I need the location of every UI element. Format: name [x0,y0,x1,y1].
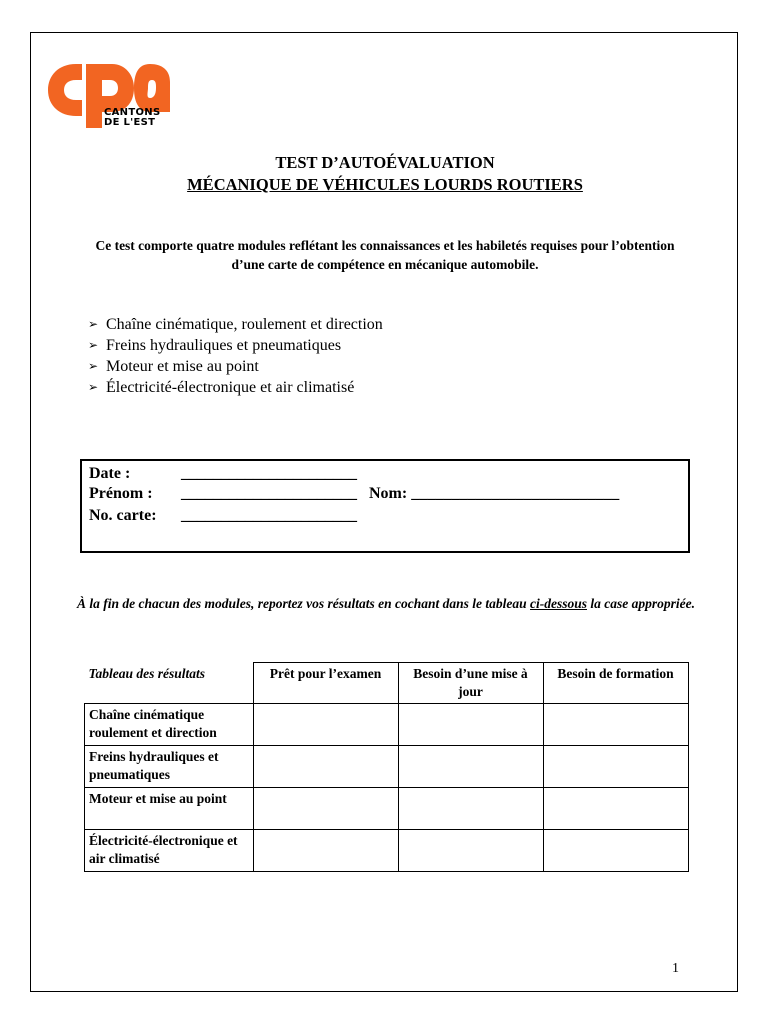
list-item [88,356,383,377]
checkbox-cell[interactable] [543,788,688,830]
table-row [85,746,689,788]
arrow-bullet-icon: ➢ [88,380,99,394]
instruction-after: la case appropriée. [587,596,695,611]
checkbox-cell[interactable] [253,788,398,830]
carte-row [89,507,357,525]
page-number: 1 [672,961,679,976]
results-table [84,662,689,872]
list-item [88,377,383,398]
checkbox-cell[interactable] [543,830,688,872]
column-header: Prêt pour l’examen [253,663,398,704]
name-row [89,485,619,503]
carte-field[interactable]: ______________________ [181,507,357,524]
nom-label: Nom: [369,485,408,502]
row-label: Électricité-électronique et air climatisé [85,830,254,872]
instruction-before: À la fin de chacun des modules, reportez vos résultats en cochant dans le tableau [76,596,531,611]
list-item [88,314,383,335]
date-row [89,465,357,483]
prenom-field[interactable]: ______________________ [181,485,357,502]
checkbox-cell[interactable] [398,704,543,746]
instruction-text [76,594,696,613]
row-label: Freins hydrauliques et pneumatiques [85,746,254,788]
date-label: Date : [89,465,131,482]
module-label: Chaîne cinématique, roulement et direction [106,316,383,333]
intro-paragraph: Ce test comporte quatre modules reflétant les connaissances et les habiletés requises pour l’obtention d’une carte de compétence en mécanique automobile. [95,238,675,272]
prenom-label: Prénom : [89,485,153,502]
checkbox-cell[interactable] [253,830,398,872]
logo-line-1: CANTONS [104,107,161,118]
logo-line-2: DE L'EST [104,117,156,128]
column-header: Besoin d’une mise à jour [398,663,543,704]
checkbox-cell[interactable] [398,746,543,788]
logo-text [104,108,160,128]
checkbox-cell[interactable] [253,746,398,788]
page-subtitle: MÉCANIQUE DE VÉHICULES LOURDS ROUTIERS [187,175,583,194]
module-label: Électricité-électronique et air climatisé [106,379,355,396]
checkbox-cell[interactable] [253,704,398,746]
table-row [85,704,689,746]
table-header-row [85,663,689,704]
table-caption: Tableau des résultats [85,663,254,704]
date-field[interactable]: ______________________ [181,465,357,482]
checkbox-cell[interactable] [543,746,688,788]
page-title: TEST D’AUTOÉVALUATION [275,153,495,172]
row-label: Moteur et mise au point [85,788,254,830]
checkbox-cell[interactable] [543,704,688,746]
checkbox-cell[interactable] [398,788,543,830]
module-label: Moteur et mise au point [106,358,259,375]
carte-label: No. carte: [89,507,157,524]
nom-field[interactable]: __________________________ [411,485,620,502]
table-row [85,788,689,830]
column-header: Besoin de formation [543,663,688,704]
info-box [80,459,690,553]
module-list [88,314,383,398]
module-label: Freins hydrauliques et pneumatiques [106,337,342,354]
arrow-bullet-icon: ➢ [88,359,99,373]
arrow-bullet-icon: ➢ [88,317,99,331]
instruction-underlined: ci-dessous [530,596,588,611]
arrow-bullet-icon: ➢ [88,338,99,352]
list-item [88,335,383,356]
checkbox-cell[interactable] [398,830,543,872]
table-row [85,830,689,872]
row-label: Chaîne cinématique roulement et direction [85,704,254,746]
